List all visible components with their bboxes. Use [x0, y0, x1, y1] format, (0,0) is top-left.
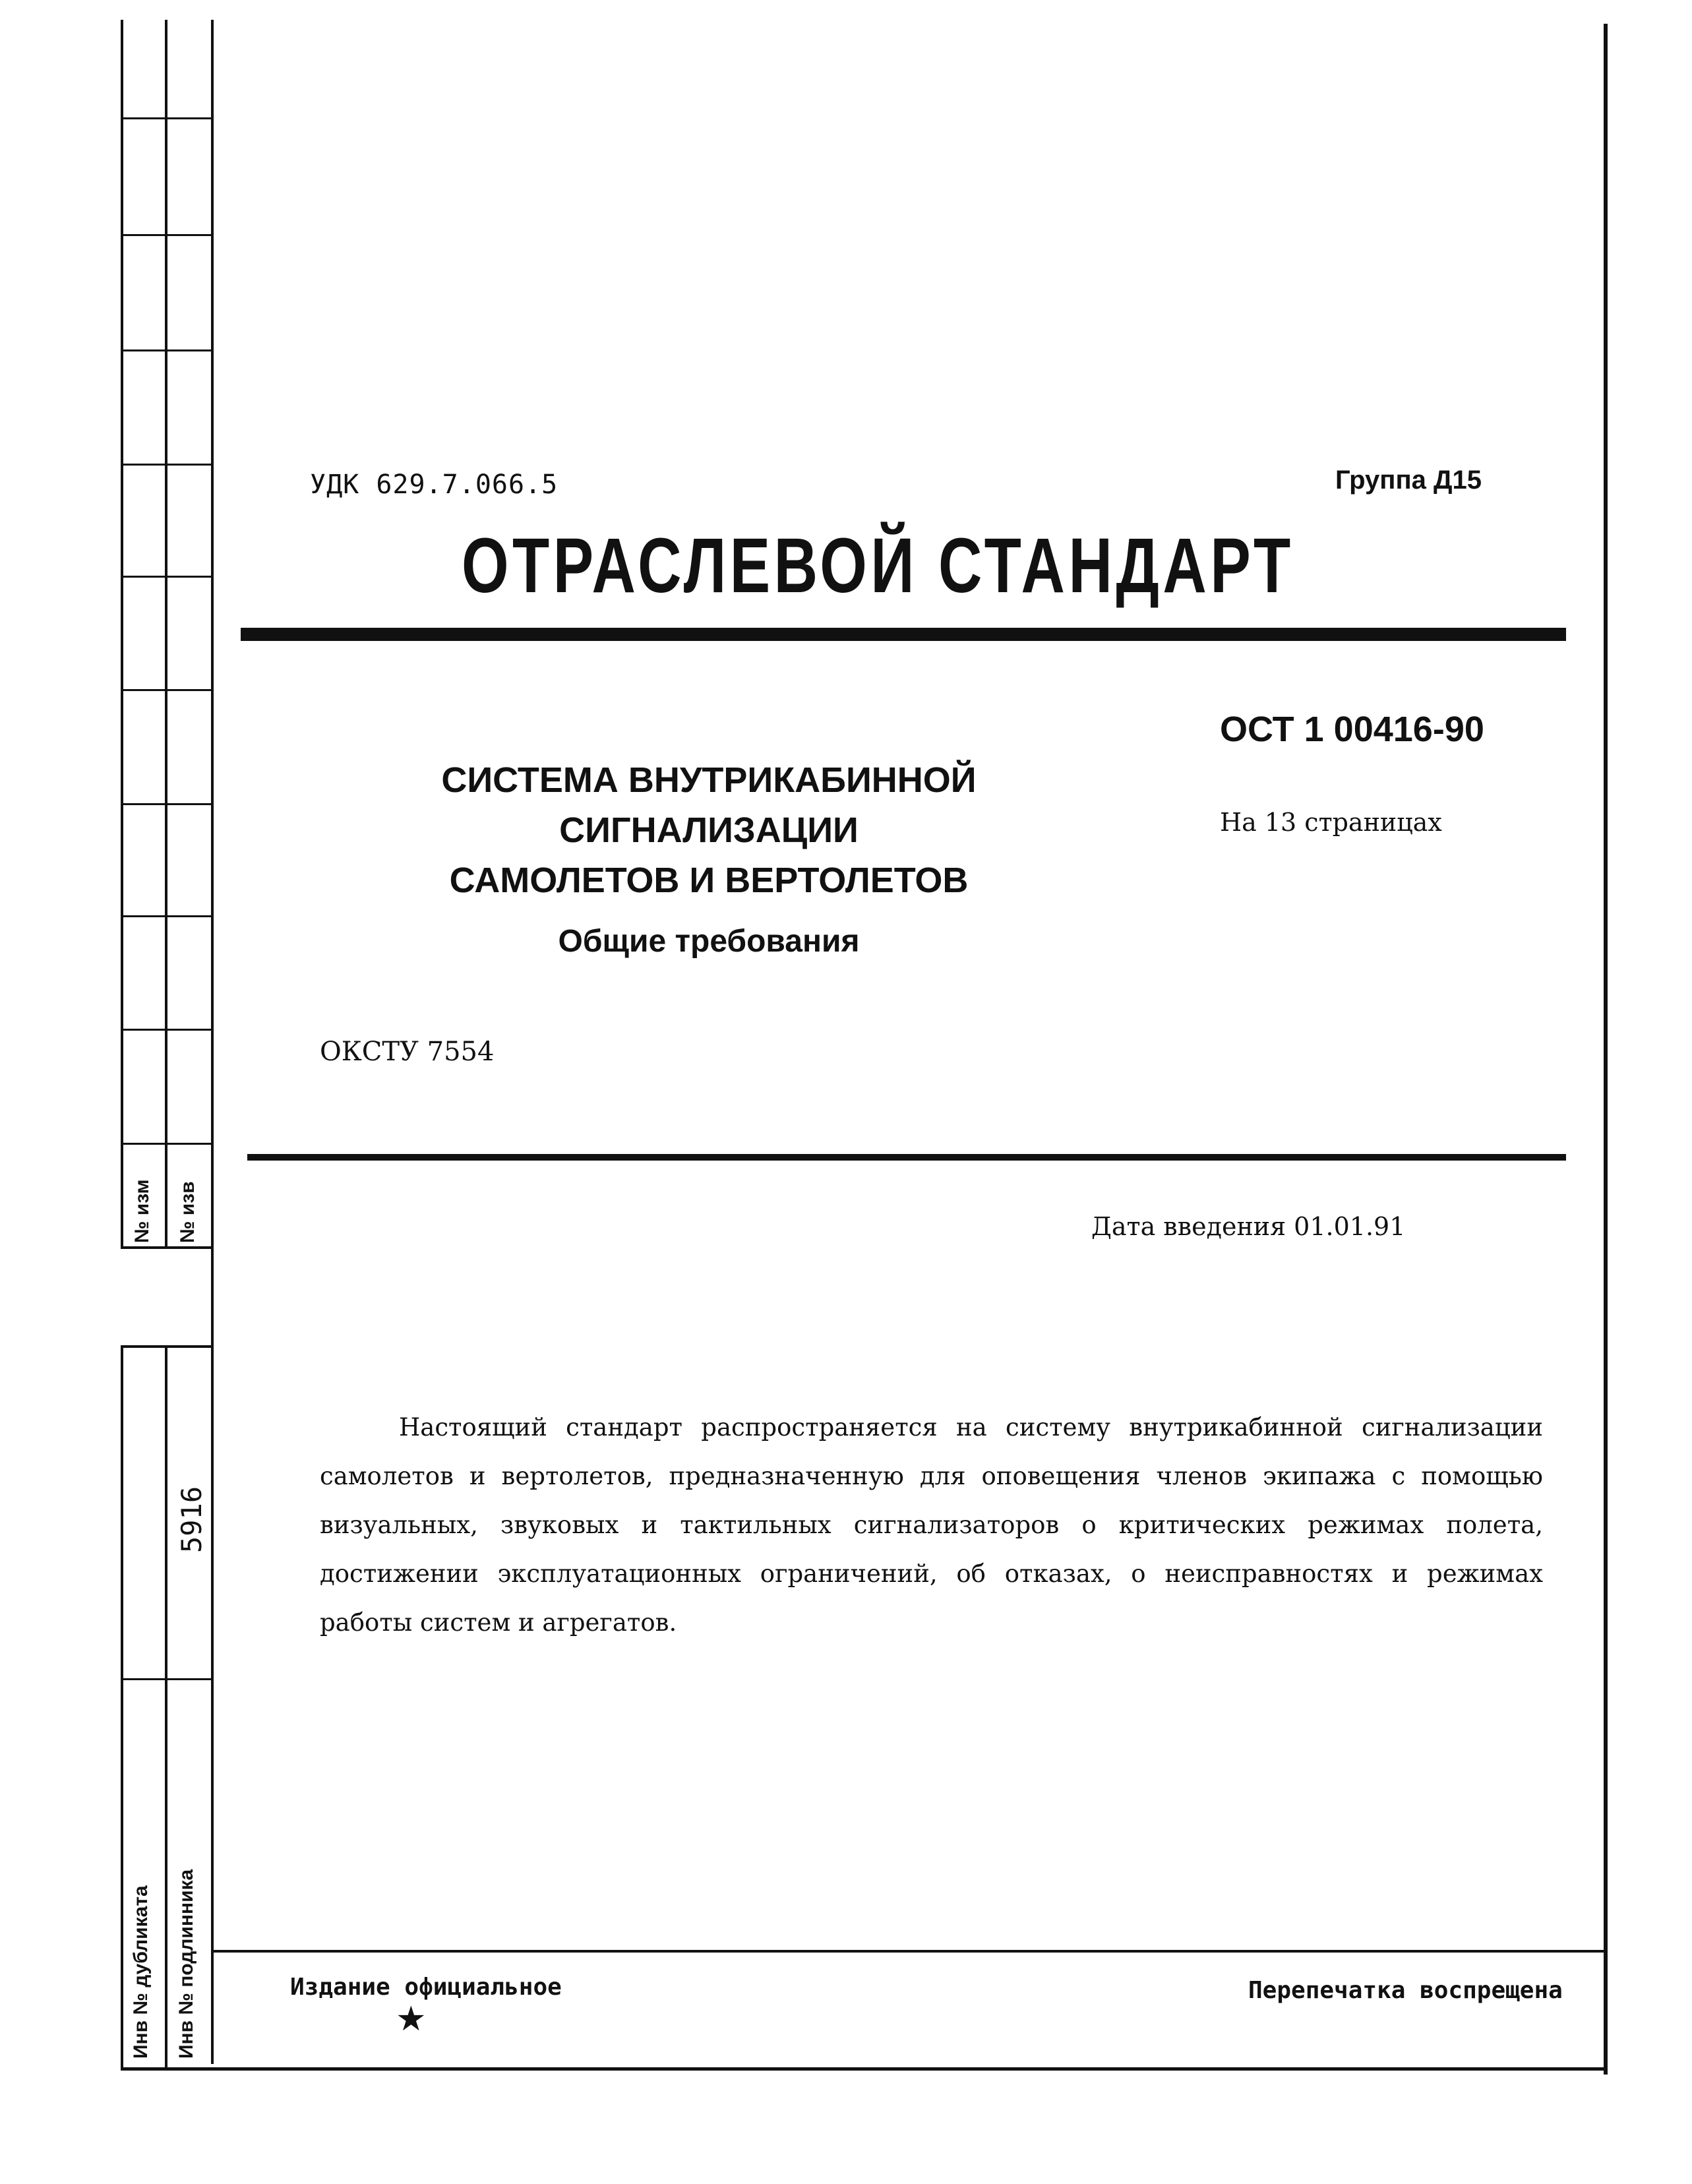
strip-label-izm: № изм — [131, 1179, 153, 1243]
strip-upper-bottom — [121, 1246, 214, 1249]
system-title — [396, 755, 1022, 905]
strip-label-dubl: Инв № дубликата — [130, 1885, 152, 2059]
system-subtitle: Общие требования — [558, 924, 860, 959]
system-title-line: СИГНАЛИЗАЦИИ — [559, 810, 859, 850]
strip-cell-sep — [121, 803, 214, 805]
intro-date: Дата введения 01.01.91 — [1091, 1212, 1406, 1241]
strip-cell-sep — [121, 1029, 214, 1031]
edition-label: Издание официальное — [290, 1974, 562, 2001]
frame-left-mid — [165, 20, 167, 1248]
strip-cell-sep — [121, 234, 214, 236]
system-title-line: САМОЛЕТОВ И ВЕРТОЛЕТОВ — [449, 861, 969, 900]
strip-label-podl: Инв № подлинника — [175, 1869, 197, 2059]
page-title: ОТРАСЛЕВОЙ СТАНДАРТ — [462, 522, 1294, 609]
section-rule — [247, 1154, 1566, 1161]
frame-bottom — [121, 2067, 1608, 2071]
frame-right — [1604, 24, 1608, 2075]
scope-paragraph — [320, 1403, 1543, 1647]
footer-top-line — [211, 1950, 1608, 1953]
okstu-code: ОКСТУ 7554 — [320, 1037, 495, 1067]
strip-cell-sep — [121, 464, 214, 466]
strip-label-izv: № изв — [177, 1181, 198, 1243]
title-rule — [241, 628, 1566, 641]
group-code: Группа Д15 — [1335, 466, 1482, 495]
strip-cell-sep — [121, 117, 214, 119]
strip-lower-mid — [165, 1345, 167, 2069]
scope-paragraph-text: Настоящий стандарт распространяется на систему внутрикабинной сигнализации самолетов и вертолетов, предназначенную для оповещения членов экипажа с помощью визуальных, звуковых и тактильных сигнализаторов о критических режимах полета, достижении эксплуатационных ограничений, об отказах, о неисправностях и режимах работы систем и агрегатов. — [320, 1413, 1543, 1637]
strip-cell-sep — [121, 689, 214, 691]
frame-left-outer — [121, 20, 123, 1248]
system-title-line: СИСТЕМА ВНУТРИКАБИННОЙ — [441, 760, 977, 800]
strip-cell-sep — [121, 349, 214, 351]
star-icon: ★ — [396, 1999, 427, 2039]
page-count: На 13 страницах — [1220, 808, 1442, 837]
frame-left-inner — [211, 20, 214, 2064]
strip-lower-left — [121, 1345, 123, 2069]
strip-inv-number: 5916 — [175, 1486, 208, 1553]
strip-cell-sep — [121, 915, 214, 917]
strip-cell-sep — [121, 576, 214, 578]
strip-cell-sep — [121, 1143, 214, 1145]
strip-lower-sep — [121, 1678, 214, 1680]
reprint-notice: Перепечатка воспрещена — [1248, 1977, 1563, 2004]
udk-code: УДК 629.7.066.5 — [310, 470, 559, 500]
standard-number: ОСТ 1 00416-90 — [1220, 710, 1484, 749]
